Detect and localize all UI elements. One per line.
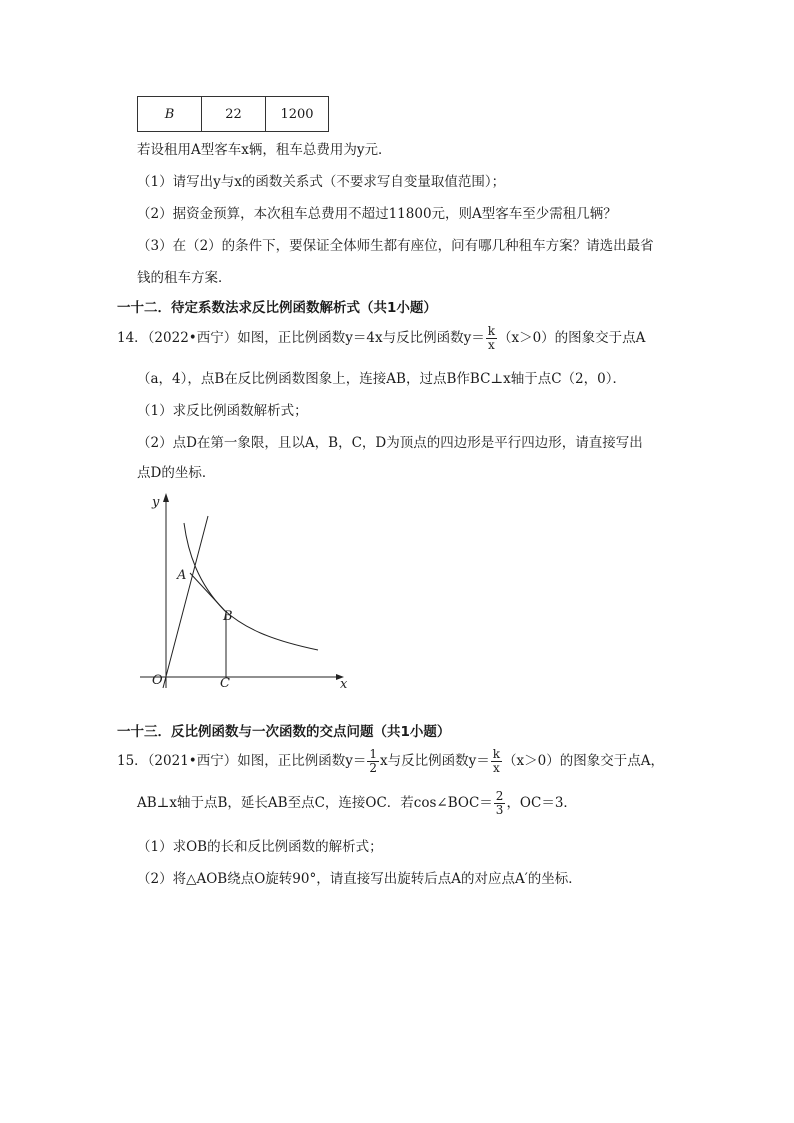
q15-line1-pre: 15．（2021•西宁）如图，正比例函数y＝ [117,753,367,769]
q13-part3-line1: （3）在（2）的条件下，要保证全体师生都有座位，问有哪几种租车方案？请选出最省 [137,238,654,254]
table-cell-type: B [138,97,202,132]
q14-fraction-k-over-x [486,325,497,352]
label-A: A [177,568,187,583]
q14-line1-pre: 14．（2022•西宁）如图，正比例函数y＝4x与反比例函数y＝ [117,330,485,346]
q15-frac3-num: 2 [495,789,504,803]
q14-figure [140,488,355,693]
y-axis-arrow [163,493,169,502]
segment-ab [190,573,226,612]
q13-setup: 若设租用A型客车x辆，租车总费用为y元． [137,142,392,158]
label-C: C [220,676,230,691]
q15-frac1-den: 2 [369,761,378,775]
q14-part1: （1）求反比例函数解析式； [137,403,308,419]
q14-line2: （a，4），点B在反比例函数图象上，连接AB，过点B作BC⊥x轴于点C（2，0）． [137,371,626,387]
q15-fraction-k-over-x [491,748,502,775]
q13-part2: （2）据资金预算，本次租车总费用不超过11800元，则A型客车至少需租几辆？ [137,206,617,222]
q15-frac2-den: x [493,761,500,775]
q14-frac-den: x [487,338,495,352]
q15-frac2-num: k [492,747,501,761]
q14-part2-line2: 点D的坐标． [137,465,216,481]
q15-frac3-den: 3 [495,803,504,817]
q14-line1 [117,325,645,352]
section-12-heading: 一十二．待定系数法求反比例函数解析式（共1小题） [117,300,437,316]
q13-part1: （1）请写出y与x的函数关系式（不要求写自变量取值范围）； [137,174,506,190]
label-y: y [152,495,160,510]
label-x: x [340,677,348,692]
line-y-4x [163,516,208,688]
table-cell-price: 1200 [266,97,329,132]
q14-frac-num: k [487,324,495,338]
q14-part2-line1: （2）点D在第一象限，且以A，B，C，D为顶点的四边形是平行四边形，请直接写出 [137,435,643,451]
q15-frac1-num: 1 [369,747,378,761]
label-O: O [152,673,163,688]
q15-part1: （1）求OB的长和反比例函数的解析式； [137,839,383,855]
q15-part2: （2）将△AOB绕点O旋转90°，请直接写出旋转后点A的对应点A′的坐标． [137,871,582,887]
table-cell-seats: 22 [202,97,266,132]
q13-part3-line2: 钱的租车方案． [137,270,232,286]
q15-line2-post: ，OC＝3． [506,795,577,811]
label-B: B [223,609,233,624]
section-13-heading: 一十三．反比例函数与一次函数的交点问题（共1小题） [117,724,451,740]
q15-fraction-one-half [367,748,379,775]
hyperbola-curve [184,523,318,650]
rental-table [137,96,329,132]
table-row [138,97,329,132]
q15-line1-post: （x＞0）的图象交于点A， [503,753,664,769]
q15-line2-pre: AB⊥x轴于点B，延长AB至点C，连接OC．若cos∠BOC＝ [137,795,493,811]
q14-line1-post: （x＞0）的图象交于点A [497,330,646,346]
q15-line2 [137,790,577,817]
q15-line1-mid: x与反比例函数y＝ [380,753,490,769]
q15-line1 [117,748,664,775]
q15-fraction-two-thirds [494,790,506,817]
